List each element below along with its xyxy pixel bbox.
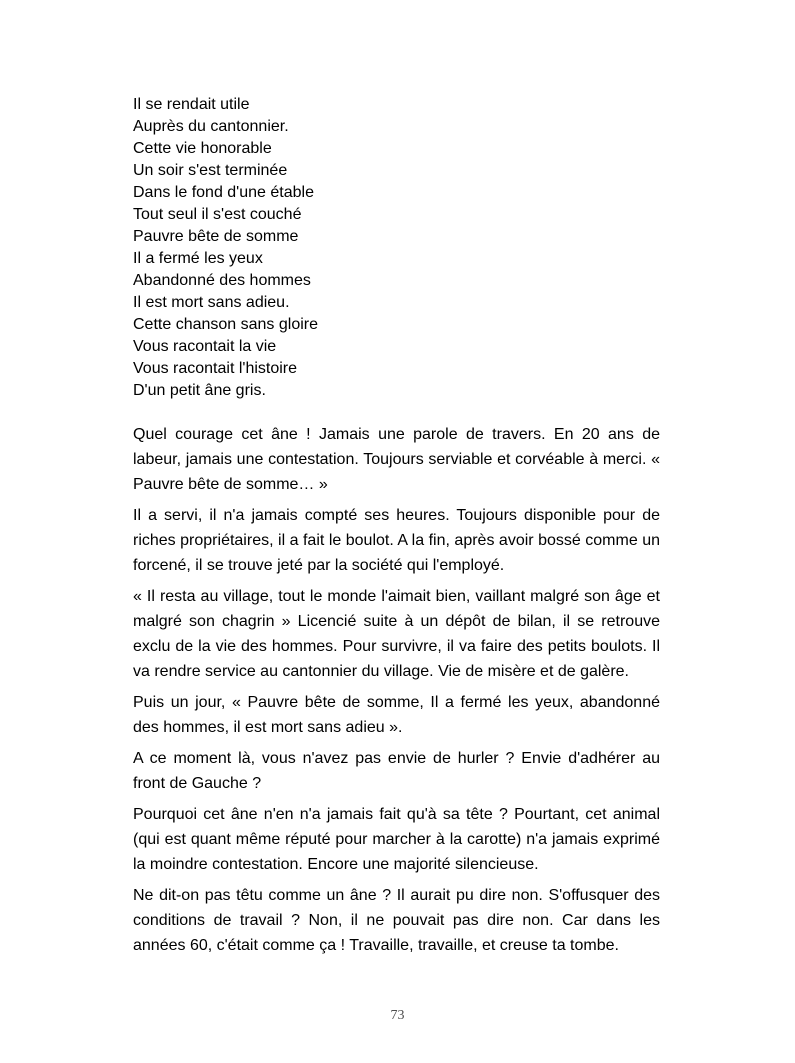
poem xyxy=(133,94,660,402)
poem-line: Abandonné des hommes xyxy=(133,272,311,289)
poem-line: Vous racontait la vie xyxy=(133,338,277,355)
poem-line: Il est mort sans adieu. xyxy=(133,294,290,311)
body-paragraph: Ne dit-on pas têtu comme un âne ? Il aurait pu dire non. S'offusquer des conditions de travail ? Non, il ne pouvait pas dire non. Car dans les années 60, c'était comme ça ! Travaille, travaille, et creuse ta tombe. xyxy=(133,887,660,954)
body-paragraph: Quel courage cet âne ! Jamais une parole de travers. En 20 ans de labeur, jamais une contestation. Toujours serviable et corvéable à merci. « Pauvre bête de somme… » xyxy=(133,426,660,493)
poem-line: Dans le fond d'une étable xyxy=(133,184,314,201)
text-block xyxy=(133,94,660,958)
body-paragraph: Il a servi, il n'a jamais compté ses heures. Toujours disponible pour de riches propriétaires, il a fait le boulot. A la fin, après avoir bossé comme un forcené, il se trouve jeté par la société qui l'employé. xyxy=(133,507,660,574)
poem-line: Il a fermé les yeux xyxy=(133,250,263,267)
poem-line: Cette vie honorable xyxy=(133,140,272,157)
poem-line: Cette chanson sans gloire xyxy=(133,316,318,333)
page-number: 73 xyxy=(390,1008,405,1023)
poem-line: Auprès du cantonnier. xyxy=(133,118,289,135)
poem-line: Tout seul il s'est couché xyxy=(133,206,302,223)
body-paragraph: A ce moment là, vous n'avez pas envie de hurler ? Envie d'adhérer au front de Gauche ? xyxy=(133,750,660,792)
body-paragraph: « Il resta au village, tout le monde l'aimait bien, vaillant malgré son âge et malgré son chagrin » Licencié suite à un dépôt de bilan, il se retrouve exclu de la vie des hommes. Pour survivre, il va faire des petits boulots. Il va rendre service au cantonnier du village. Vie de misère et de galère. xyxy=(133,588,660,680)
body-paragraph: Puis un jour, « Pauvre bête de somme, Il a fermé les yeux, abandonné des hommes, il est mort sans adieu ». xyxy=(133,694,660,736)
body-paragraph: Pourquoi cet âne n'en n'a jamais fait qu'à sa tête ? Pourtant, cet animal (qui est quant même réputé pour marcher à la carotte) n'a jamais exprimé la moindre contestation. Encore une majorité silencieuse. xyxy=(133,806,660,873)
poem-line: Vous racontait l'histoire xyxy=(133,360,298,377)
page-footer xyxy=(0,1006,795,1024)
poem-line: D'un petit âne gris. xyxy=(133,382,266,399)
poem-line: Un soir s'est terminée xyxy=(133,162,288,179)
poem-line: Il se rendait utile xyxy=(133,96,250,113)
poem-line: Pauvre bête de somme xyxy=(133,228,299,245)
